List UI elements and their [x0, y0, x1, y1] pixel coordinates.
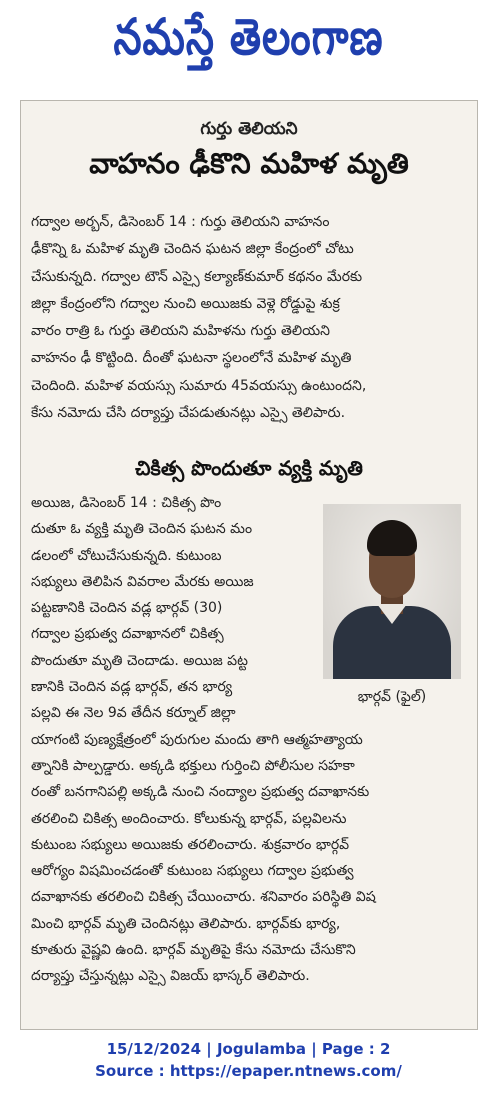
article2-line: దర్యాప్తు చేస్తున్నట్లు ఎస్సై విజయ్ భాస్కర్ తెలిపారు.	[31, 968, 310, 985]
article2-line: ఆరోగ్యం విషమించడంతో కుటుంబ సభ్యులు గద్వాల ప్రభుత్వ	[31, 863, 354, 880]
article2-line: యాగంటి పుణ్యక్షేత్రంలో పురుగుల మందు తాగి ఆత్మహత్యాయ	[31, 731, 363, 748]
article2-line: కుటుంబ సభ్యులు అయిజకు తరలించారు. శుక్రవారం భార్గవ్	[31, 836, 350, 853]
article2-line: పల్లవి ఈ నెల 9వ తేదీన కర్నూల్ జిల్లా	[31, 705, 236, 722]
article2-line: తరలించి చికిత్స అందించారు. కోలుకున్న భార్గవ్, పల్లవిలను	[31, 810, 347, 827]
article2-line: డలంలో చోటుచేసుకున్నది. కుటుంబ	[31, 547, 222, 564]
article1-line: జిల్లా కేంద్రంలోని గద్వాల నుంచి అయిజకు వెళ్లె రోడ్డుపై శుక్ర	[31, 295, 340, 312]
article2-line: కూతురు వైష్ణవి ఉంది. భార్గవ్ మృతిపై కేసు నమోదు చేసుకొని	[31, 942, 356, 959]
photo-caption: భార్గవ్ (ఫైల్)	[357, 689, 427, 705]
article1-body	[31, 209, 467, 427]
article2-line: అయిజ, డిసెంబర్ 14 : చికిత్స పొం	[31, 495, 222, 511]
article2-line: దుతూ ఓ వ్యక్తి మృతి చెందిన ఘటన మం	[31, 521, 253, 538]
article1-line: వాహనం ఢీ కొట్టింది. దీంతో ఘటనా స్థలంలోనే మహిళ మృతి	[31, 350, 352, 367]
article1-headline: వాహనం ఢీకొని మహిళ మృతి	[89, 147, 409, 180]
news-clipping	[20, 100, 478, 1030]
article2-line: మించి భార్గవ్ మృతి చెందినట్లు తెలిపారు. భార్గవ్‌కు భార్య,	[31, 915, 341, 932]
masthead-title: నమస్తే తెలంగాణ	[113, 9, 384, 67]
article2-line: పొందుతూ మృతి చెందాడు. అయిజ పట్ట	[31, 652, 248, 669]
article2-line: దవాఖానకు తరలించి చికిత్స చేయించారు. శనివారం పరిస్థితి విష	[31, 889, 376, 906]
article1-line: ఢీకొన్ని ఓ మహిళ మృతి చెందిన ఘటన జిల్లా కేంద్రంలో చోటు	[31, 241, 354, 258]
article1-kicker: గుర్తు తెలియని	[200, 119, 298, 139]
article2-headline: చికిత్స పొందుతూ వ్యక్తి మృతి	[135, 456, 363, 480]
article2-line: రంతో బనగానిపల్లి అక్కడి నుంచి నంద్యాల ప్రభుత్వ దవాఖానకు	[31, 784, 370, 801]
article1-line: చేసుకున్నది. గద్వాల టౌన్ ఎస్సై కల్యాణ్‌కుమార్ కథనం మేరకు	[31, 268, 363, 285]
article1-line: చెందింది. మహిళ వయస్సు సుమారు 45వయస్సు ఉంటుందని,	[31, 377, 367, 394]
article2-line: గద్వాల ప్రభుత్వ దవాఖానలో చికిత్స	[31, 626, 224, 643]
article2-body	[31, 490, 467, 990]
article2-line: సభ్యులు తెలిపిన వివరాల మేరకు అయిజ	[31, 573, 254, 590]
article2-line: ణానికి చెందిన వడ్ల భార్గవ్, తన భార్య	[31, 679, 233, 696]
article1-line: కేసు నమోదు చేసి దర్యాప్తు చేపడుతునట్లు ఎస్సై తెలిపారు.	[31, 405, 346, 422]
source-link[interactable]: Source : https://epaper.ntnews.com/	[95, 1062, 402, 1080]
article1-line: గద్వాల అర్బన్, డిసెంబర్ 14 : గుర్తు తెలియని వాహనం	[31, 214, 330, 230]
article2-line: త్నానికి పాల్పడ్డారు. అక్కడి భక్తులు గుర్తించి పోలీసుల సహకా	[31, 757, 355, 774]
edition-info: 15/12/2024 | Jogulamba | Page : 2	[106, 1040, 391, 1058]
article2-line: పట్టణానికి చెందిన వడ్ల భార్గవ్ (30)	[31, 600, 223, 617]
masthead-logo	[0, 0, 497, 88]
article1-line: వారం రాత్రి ఓ గుర్తు తెలియని మహిళను గుర్తు తెలియని	[31, 323, 330, 340]
